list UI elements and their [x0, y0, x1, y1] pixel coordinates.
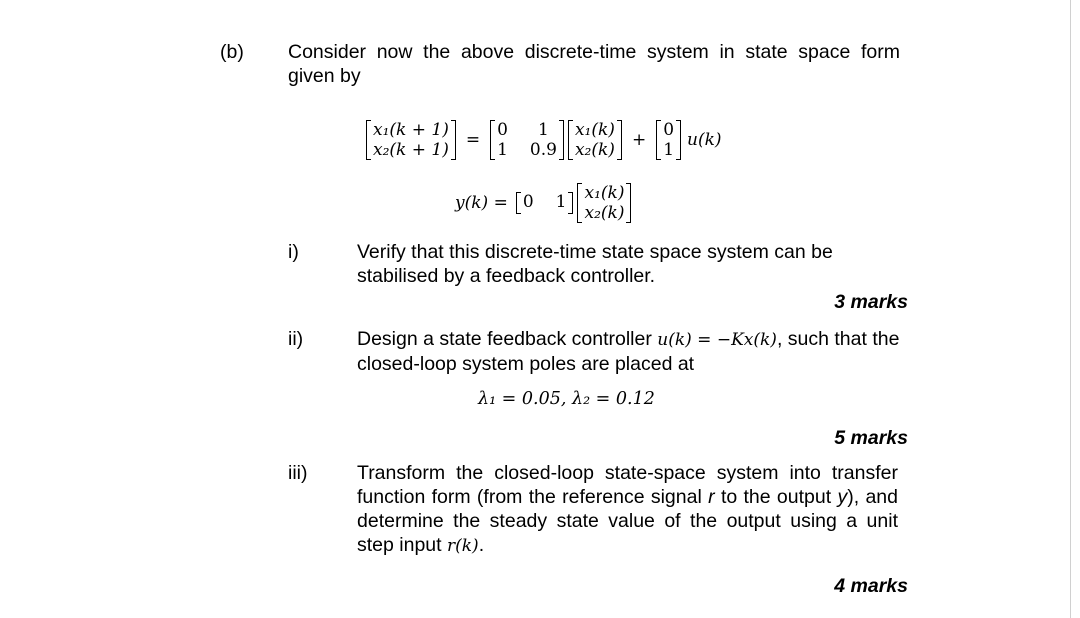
question-iii-text	[357, 461, 898, 558]
output-state-vector	[577, 183, 631, 223]
question-ii-marks: 5 marks	[834, 427, 908, 449]
c1: 0	[522, 192, 534, 212]
lhs-row-1: x₁(k + 1)	[373, 120, 449, 140]
plus-sign: +	[631, 130, 647, 150]
part-label: (b)	[220, 41, 244, 63]
a12: 1	[538, 120, 549, 140]
a11: 0	[497, 120, 508, 140]
question-ii-text-b: , such that the closed-loop system poles are placed at	[357, 328, 900, 375]
output-symbol: y	[837, 486, 848, 508]
matrix-a	[490, 120, 564, 160]
b1: 0	[663, 120, 675, 140]
input-term: u(k)	[687, 130, 722, 150]
output-lhs: y(k) =	[455, 193, 508, 213]
question-iii-text-d: .	[478, 534, 485, 556]
x-row-1: x₁(k)	[574, 120, 615, 140]
question-iii-text-a: Transform the closed-loop state-space system into transfer function form (from the reference signal	[357, 462, 898, 508]
lhs-vector	[366, 120, 456, 160]
reference-symbol: r	[708, 486, 715, 508]
b2: 1	[663, 140, 675, 160]
question-i-text: Verify that this discrete-time state space system can be stabilised by a feedback controller.	[357, 241, 833, 287]
lhs-row-2: x₂(k + 1)	[373, 140, 449, 160]
state-equation	[364, 112, 722, 168]
c2: 1	[555, 192, 567, 212]
output-equation	[455, 177, 633, 229]
state-vector	[568, 120, 622, 160]
a22: 0.9	[529, 140, 557, 160]
question-i-number: i)	[288, 241, 299, 263]
control-law: u(k) = −Kx(k)	[657, 330, 777, 350]
equals-sign: =	[465, 130, 481, 150]
question-iii-marks: 4 marks	[834, 575, 908, 597]
question-ii-number: ii)	[288, 328, 304, 350]
part-intro: Consider now the above discrete-time system in state space form given by	[288, 41, 900, 87]
ox-row-1: x₁(k)	[584, 183, 625, 203]
question-ii-text-a: Design a state feedback controller	[357, 328, 658, 350]
question-iii-text-b: to the output	[714, 486, 838, 508]
matrix-c	[516, 192, 574, 214]
question-iii-text-c: ), and determine the steady state value of the output using a unit step input	[357, 486, 898, 556]
ox-row-2: x₂(k)	[584, 203, 625, 223]
step-input: r(k)	[446, 536, 479, 556]
page-edge	[1070, 0, 1071, 618]
matrix-b	[656, 120, 681, 160]
pole-locations: λ₁ = 0.05, λ₂ = 0.12	[478, 389, 655, 409]
question-iii-number: iii)	[288, 462, 308, 484]
question-i-marks: 3 marks	[834, 291, 908, 313]
a21: 1	[497, 140, 508, 160]
question-ii-text	[357, 327, 907, 376]
x-row-2: x₂(k)	[574, 140, 615, 160]
